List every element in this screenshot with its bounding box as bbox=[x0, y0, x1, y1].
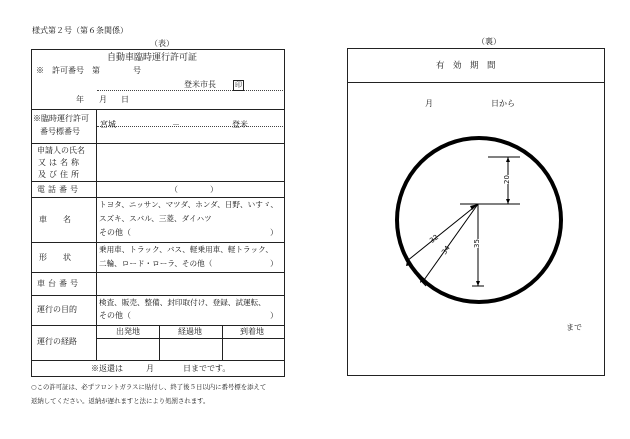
valid-from-month: 月 bbox=[425, 99, 433, 108]
plate-prefecture: 宮城 bbox=[100, 120, 116, 129]
date-month: 月 bbox=[99, 95, 107, 104]
issuer-name: 登米市長 bbox=[184, 80, 216, 89]
purpose-other: その他（ bbox=[99, 311, 131, 320]
phone-label: 電話番号 bbox=[37, 185, 81, 194]
plate-label-2: 番号標番号 bbox=[40, 127, 80, 136]
applicant-label-2: 又は名称 bbox=[38, 158, 82, 167]
front-side-label: （表） bbox=[150, 39, 174, 48]
chassis-label: 車台番号 bbox=[37, 279, 81, 288]
footnote-line-2: 返納してください。返納が遅れますと法により処罰されます。 bbox=[31, 397, 210, 405]
route-end: 到着地 bbox=[240, 327, 264, 336]
plate-city: 登米 bbox=[232, 120, 248, 129]
make-label: 車 名 bbox=[39, 215, 71, 224]
back-title: 有 効 期 間 bbox=[436, 61, 496, 71]
front-title: 自動車臨時運行許可証 bbox=[107, 53, 198, 63]
applicant-label: 申請人の氏名 bbox=[37, 146, 85, 155]
route-start: 出発地 bbox=[116, 327, 140, 336]
shape-close: ） bbox=[270, 259, 278, 268]
purpose-label: 運行の目的 bbox=[37, 305, 77, 314]
phone-paren: （ ） bbox=[170, 185, 218, 194]
seal-stamp: 印 bbox=[235, 81, 242, 89]
shape-list-2: 二輪、ロード・ローラ、その他（ bbox=[99, 259, 213, 268]
make-other: その他（ bbox=[99, 228, 131, 237]
dim-20: 20 bbox=[502, 175, 511, 184]
shape-label: 形 状 bbox=[39, 253, 71, 262]
shape-list-1: 乗用車、トラック、バス、軽乗用車、軽トラック、 bbox=[99, 245, 273, 254]
return-month: 月 bbox=[146, 364, 154, 373]
valid-from-day: 日から bbox=[491, 99, 515, 108]
make-other-close: ） bbox=[270, 228, 278, 237]
dim-32: 32 bbox=[428, 233, 441, 246]
return-prefix: ※返還は bbox=[91, 364, 123, 373]
plate-label: ※臨時運行許可 bbox=[33, 114, 89, 123]
permit-no-suffix: 号 bbox=[133, 66, 141, 75]
purpose-list: 検査、販売、整備、封印取付け、登録、試運転、 bbox=[99, 298, 266, 307]
permit-no-label: ※ 許可番号 第 bbox=[36, 66, 100, 75]
plate-dash: － bbox=[172, 120, 180, 129]
dim-34: 34 bbox=[440, 244, 452, 257]
purpose-close: ） bbox=[270, 311, 278, 320]
make-list-2: スズキ、スバル、三菱、ダイハツ bbox=[99, 214, 212, 223]
date-day: 日 bbox=[121, 95, 129, 104]
route-via: 経過地 bbox=[178, 327, 202, 336]
date-year: 年 bbox=[76, 95, 84, 104]
route-label: 運行の経路 bbox=[37, 337, 77, 346]
return-suffix: 日までです。 bbox=[183, 364, 231, 373]
make-list-1: トヨタ、ニッサン、マツダ、ホンダ、日野、いすゞ、 bbox=[99, 200, 278, 209]
valid-until: まで bbox=[566, 323, 582, 332]
applicant-label-3: 及び住所 bbox=[38, 170, 82, 179]
footnote-line-1: ○この許可証は、必ずフロントガラスに貼付し、終了後５日以内に番号標を添えて bbox=[31, 383, 267, 391]
back-side-label: （裏） bbox=[477, 37, 501, 46]
windshield-circle bbox=[397, 138, 561, 302]
dim-35: 35 bbox=[472, 239, 481, 248]
form-label: 様式第２号（第６条関係） bbox=[32, 26, 128, 35]
